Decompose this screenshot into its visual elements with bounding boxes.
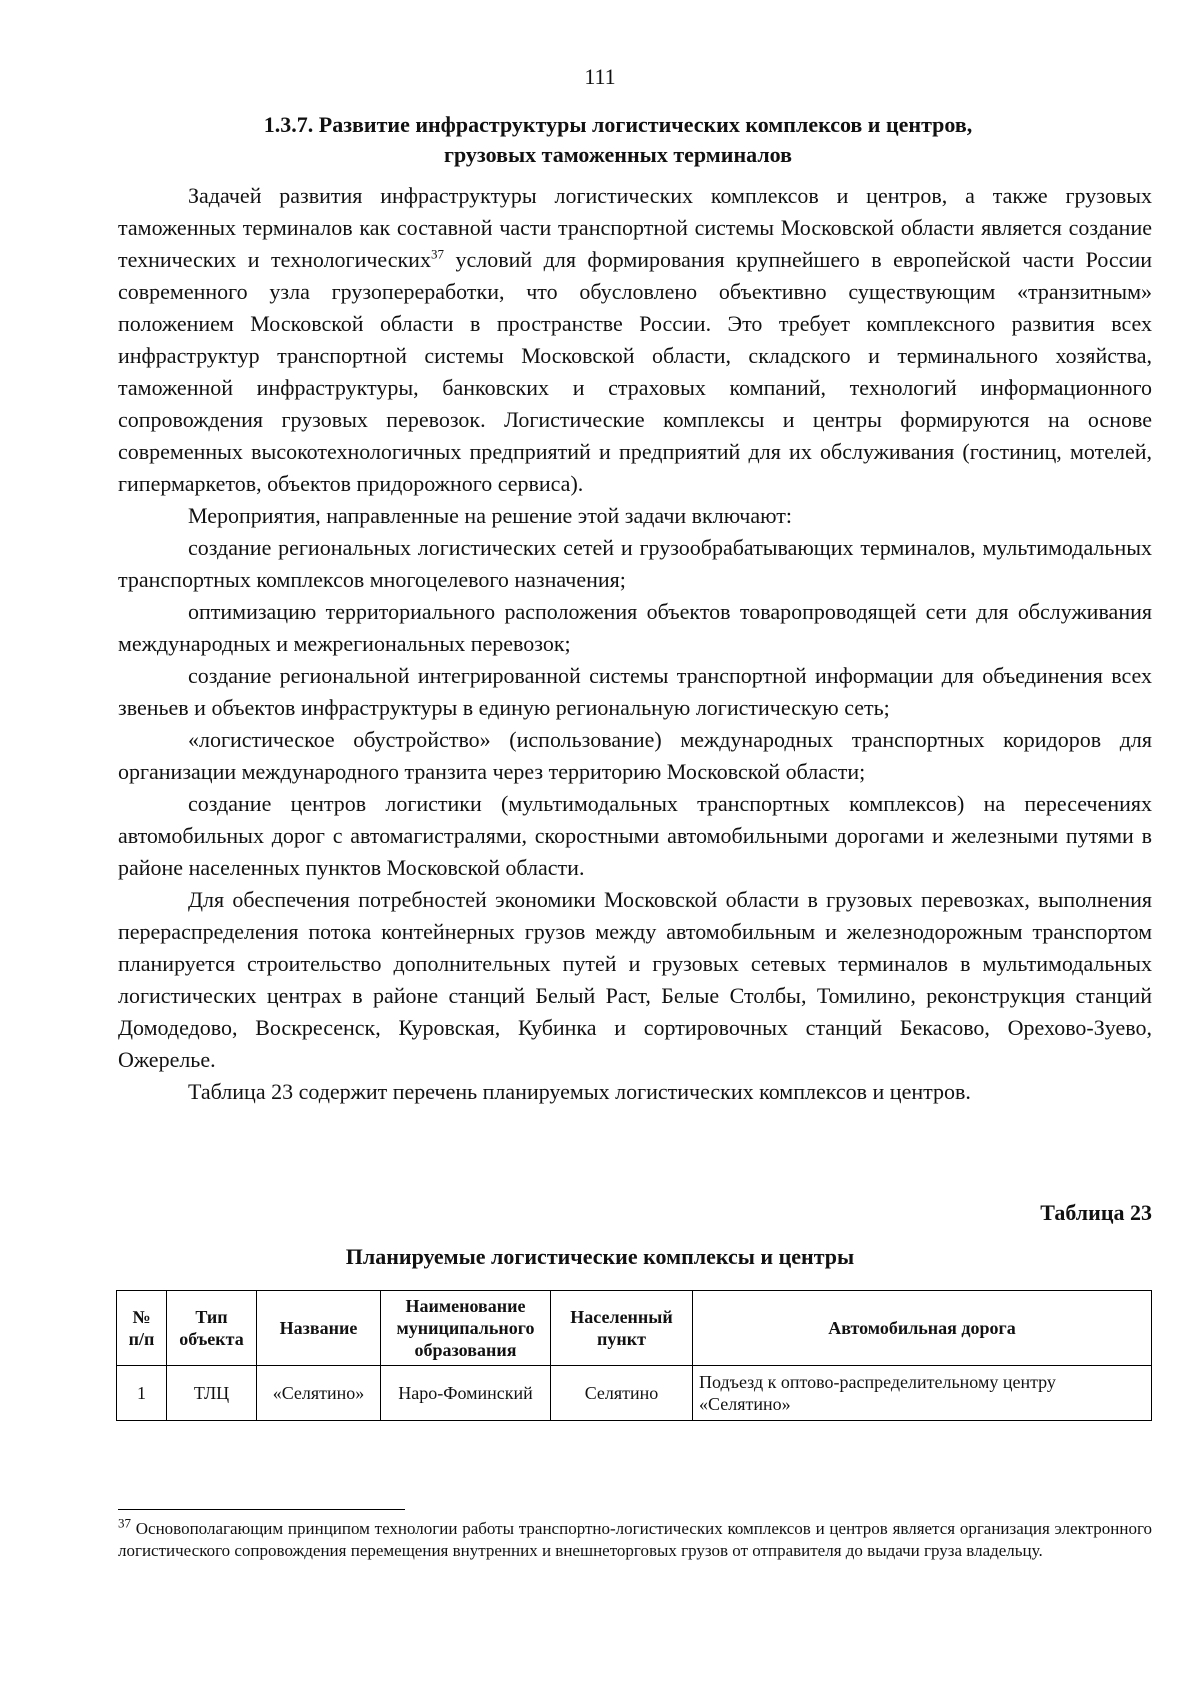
footnote-divider [118, 1509, 405, 1510]
paragraph-measure-4: «логистическое обустройство» (использование) международных транспортных коридоров для организации международного транзита через территорию Московской области; [118, 727, 1152, 784]
table-header-cell: № п/п [117, 1291, 167, 1366]
table-title: Планируемые логистические комплексы и центры [345, 1244, 855, 1269]
table-cell: Подъезд к оптово-распределительному центру «Селятино» [693, 1366, 1152, 1421]
footnote-number: 37 [118, 1515, 131, 1531]
paragraph-measure-3: создание региональной интегрированной системы транспортной информации для объединения всех звеньев и объектов инфраструктуры в единую региональную логистическую сеть; [118, 663, 1152, 720]
table-header-cell: Название [257, 1291, 381, 1366]
table-caption: Таблица 23 [1040, 1200, 1152, 1225]
section-heading-line-1: 1.3.7. Развитие инфраструктуры логистических комплексов и центров, [263, 112, 973, 137]
paragraph-freight: Для обеспечения потребностей экономики Московской области в грузовых перевозках, выполнения перераспределения потока контейнерных грузов между автомобильным и железнодорожным транспортом планируется строительство дополнительных путей и грузовых сетевых терминалов в мультимодальных логистических центрах в районе станций Белый Раст, Белые Столбы, Томилино, реконструкция станций Домодедово, Воскресенск, Куровская, Кубинка и сортировочных станций Бекасово, Орехово-Зуево, Ожерелье. [118, 887, 1152, 1072]
paragraph-intro-part-1: Задачей развития инфраструктуры логистических комплексов и центров, а также грузовых таможенных терминалов как составной части транспортной системы Московской области является создание технических и технологических [118, 183, 1152, 272]
footnote-text: Основополагающим принципом технологии работы транспортно-логистических комплексов и центров является организация электронного логистического сопровождения перемещения внутренних и внешнеторговых грузов от отправителя до выдачи груза владельцу. [118, 1519, 1152, 1560]
table-row [117, 1366, 1152, 1421]
table-header-cell: Наименование муниципального образования [381, 1291, 551, 1366]
logistics-table [116, 1290, 1152, 1421]
table-header-cell: Населенный пункт [551, 1291, 693, 1366]
page-number: 111 [584, 64, 616, 89]
table-cell: Селятино [551, 1366, 693, 1421]
table-cell: 1 [117, 1366, 167, 1421]
section-heading-line-2: грузовых таможенных терминалов [443, 142, 792, 167]
paragraph-table-ref: Таблица 23 содержит перечень планируемых логистических комплексов и центров. [188, 1079, 971, 1104]
table-cell: «Селятино» [257, 1366, 381, 1421]
paragraph-intro-part-2: условий для формирования крупнейшего в европейской части России современного узла грузопереработки, что обусловлено объективно существующим «транзитным» положением Московской области в пространстве России. Это требует комплексного развития всех инфраструктур транспортной системы Московской области, складского и терминального хозяйства, таможенной инфраструктуры, банковских и страховых компаний, технологий информационного сопровождения грузовых перевозок. Логистические комплексы и центры формируются на основе современных высокотехнологичных предприятий и предприятий для их обслуживания (гостиниц, мотелей, гипермаркетов, объектов придорожного сервиса). [118, 247, 1152, 496]
table-cell: ТЛЦ [167, 1366, 257, 1421]
body-text [118, 180, 1152, 1108]
table-header-cell: Автомобильная дорога [693, 1291, 1152, 1366]
paragraph-measure-1: создание региональных логистических сетей и грузообрабатывающих терминалов, мультимодальных транспортных комплексов многоцелевого назначения; [118, 535, 1152, 592]
paragraph-measures-intro: Мероприятия, направленные на решение этой задачи включают: [188, 503, 793, 528]
section-heading [118, 110, 1118, 170]
paragraph-measure-5: создание центров логистики (мультимодальных транспортных комплексов) на пересечениях автомобильных дорог с автомагистралями, скоростными автомобильными дорогами и железными путями в районе населенных пунктов Московской области. [118, 791, 1152, 880]
table-cell: Наро-Фоминский [381, 1366, 551, 1421]
paragraph-intro [118, 180, 1152, 500]
table-header-row [117, 1291, 1152, 1366]
footnote [118, 1515, 1152, 1562]
footnote-ref: 37 [430, 246, 444, 262]
paragraph-measure-2: оптимизацию территориального расположения объектов товаропроводящей сети для обслуживания международных и межрегиональных перевозок; [118, 599, 1152, 656]
table-header-cell: Тип объекта [167, 1291, 257, 1366]
